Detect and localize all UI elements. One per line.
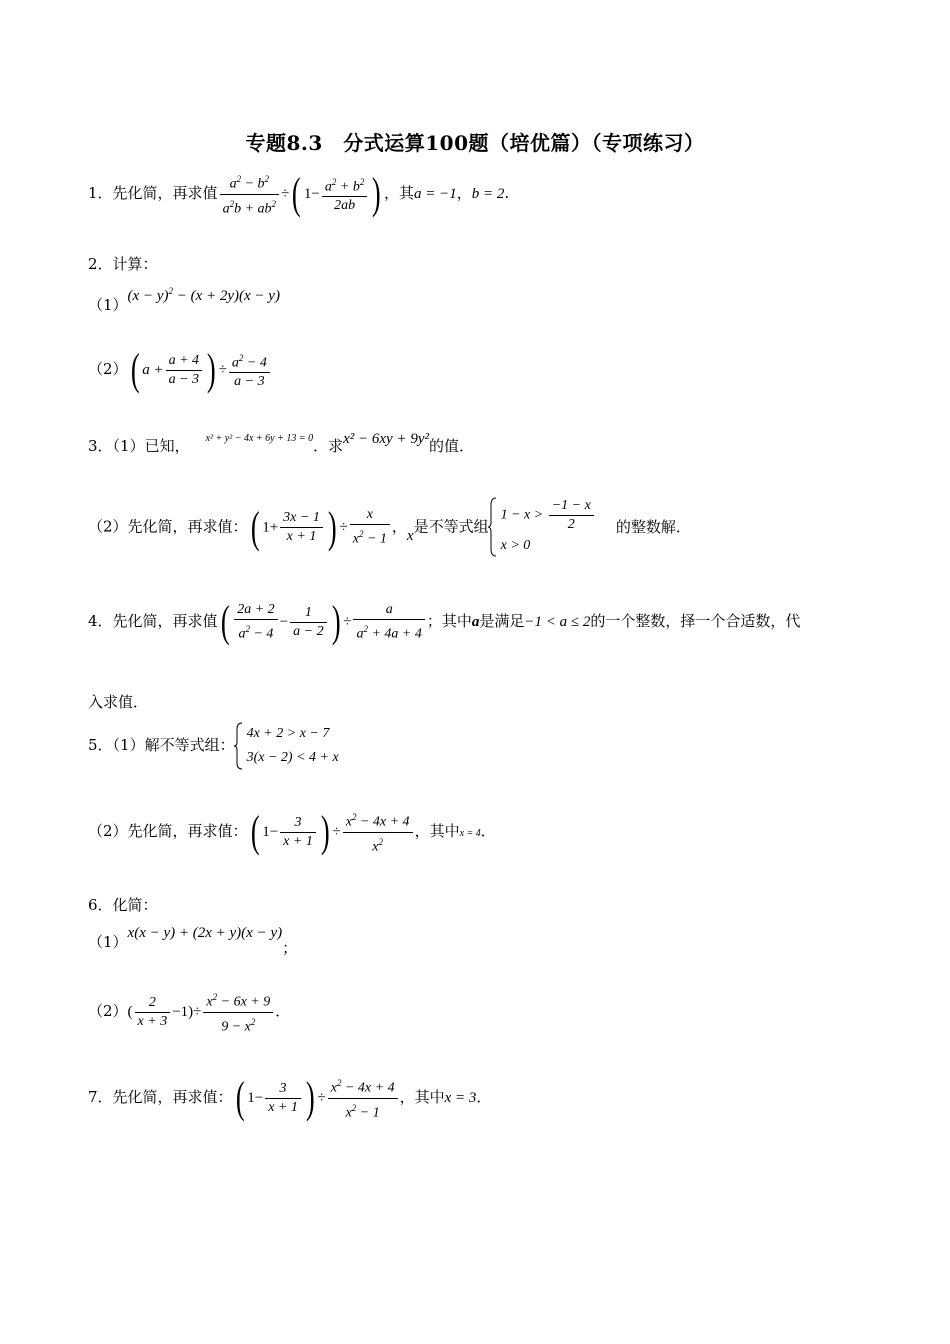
question-3-part-2: （2）先化简，再求值：( 1+ $\frac{3x - 1}{x + 1}$ ) ÷ $\frac{x}{x^2 - 1}$ ，x是不等式组 1 − x > $\frac{-1 - x}{2}$ x > 0 的整数解． [88,497,691,558]
equation: x² + y² − 4x + 6y + 13 = 0 [205,433,314,444]
question-number: 1． [88,184,113,203]
question-text: 先化简，再求值 [112,184,218,203]
part-label: （1） [88,296,128,314]
inequality: 4x + 2 > x − 7 [246,726,330,741]
text: ， [391,517,407,536]
condition: a = −1 [414,186,457,203]
text: . [504,184,510,203]
fraction: $\frac{a + 4}{a - 3}$ [166,352,202,389]
fraction: $\frac{3x - 1}{x + 1}$ [280,509,323,546]
fraction: $\frac{1}{a - 2}$ [290,604,326,641]
question-number: 7． [88,1088,113,1107]
expression: x² − 6xy + 9y² [343,431,429,447]
fraction: $\frac{2}{x + 3}$ [135,994,171,1031]
text: ，其中 [414,822,460,841]
part-label: （1） [88,933,128,951]
fraction: $\frac{3}{x + 1}$ [280,814,316,851]
inequality-system: 1 − x > $\frac{-1 - x}{2}$ x > 0 [489,497,596,558]
condition: x = 4 [459,828,481,840]
condition: x = 3 [444,1090,477,1107]
part-label: （2）先化简，再求值： [88,822,248,841]
question-2-part-1: $(1)(x - y)^2 - (x + 2y)(x - y)$ [88,286,280,314]
text: ． [275,1002,291,1021]
text: ，其 [383,184,414,203]
fraction: $\frac{a^2 + b^2}{2ab}$ [322,173,367,216]
variable: x [406,527,414,544]
text: ； [282,939,298,957]
question-number: 4． [88,612,113,630]
fraction: $\frac{a}{a^2 + 4a + 4}$ [353,601,424,644]
part-label: （1）解不等式组： [112,736,235,754]
question-2-part-2: （2）( a + $\frac{a + 4}{a - 3}$ ) ÷ $\frac{a^2 - 4}{a - 3}$ [88,348,272,392]
part-label: （2） [88,360,128,378]
question-7: 7．先化简，再求值：( 1− $\frac{3}{x + 1}$ ) ÷ $\frac{x^2 - 4x + 4}{x^2 - 1}$ ，其中x = 3． [88,1073,492,1123]
fraction: $\frac{a^2 - b^2}{a^2b + ab^2}$ [220,170,279,218]
text: ；其中 [426,612,472,630]
fraction: $\frac{x^2 - 4x + 4}{x^2 - 1}$ [328,1074,398,1122]
variable: a [471,614,480,630]
fraction: $\frac{3}{x + 1}$ [265,1080,301,1117]
question-6 [88,895,158,915]
part-label: （1）已知， [112,437,190,455]
text: 的整数解． [615,517,691,536]
text: 是满足 [479,612,525,630]
inequality: 3(x − 2) < 4 + x [246,750,339,765]
question-text: 先化简，再求值： [112,1088,233,1107]
inequality-system [235,722,339,770]
question-4-continued [88,692,148,712]
expression: x(x − y) + (2x + y)(x − y) [127,925,283,941]
question-5 [88,722,339,770]
condition: b = 2 [471,186,505,203]
text: 是不等式组 [413,517,489,536]
fraction: $\frac{x^2 - 6x + 9}{9 - x^2}$ [203,988,273,1036]
fraction: $\frac{a^2 - 4}{a - 3}$ [229,349,270,392]
question-text: 先化简，再求值 [112,612,218,630]
question-text: 计算： [112,255,158,273]
question-number: 3． [88,437,113,455]
text: ，其中 [399,1088,445,1107]
text: ． [480,822,496,841]
fraction: $\frac{2a + 2}{a^2 - 4}$ [234,601,277,644]
page-title: 专题8.3 分式运算100题（培优篇）（专项练习） [245,131,705,155]
fraction: $\frac{x^2 - 4x + 4}{x^2}$ [343,808,413,856]
question-3 [88,431,474,459]
part-label: （2）先化简，再求值： [88,517,248,536]
text: 的一个整数，择一个合适数，代 [590,612,801,630]
question-2 [88,254,158,274]
question-1: 1．先化简，再求值 $\frac{a^2 - b^2}{a^2b + ab^2}$ ÷( 1− $\frac{a^2 + b^2}{2ab}$ ) ，其a = −1，b = 2. [88,169,510,219]
question-text: 化简： [112,896,158,914]
question-6-part-1 [88,925,298,957]
text: 的值． [428,437,474,455]
text: ． [476,1088,492,1107]
text: ．求 [313,437,344,455]
fraction: $\frac{x}{x^2 - 1}$ [350,506,390,549]
part-label: （2） [88,1002,128,1021]
text: 入求值． [88,693,149,711]
condition: −1 < a ≤ 2 [524,614,591,630]
question-number: 6． [88,896,113,914]
question-5-part-2: （2）先化简，再求值：( 1− $\frac{3}{x + 1}$ ) ÷ $\frac{x^2 - 4x + 4}{x^2}$ ，其中x = 4． [88,807,496,857]
question-4: 4．先化简，再求值( $\frac{2a + 2}{a^2 - 4}$ − $\frac{1}{a - 2}$ ) ÷ $\frac{a}{a^2 + 4a + 4}$ ；其中a是满足−1 < a ≤ 2的一个整数，择一个合适数，代 [88,597,801,646]
question-number: 5． [88,736,113,754]
question-number: 2． [88,255,113,273]
question-6-part-2: （2）( $\frac{2}{x + 3}$ −1)÷ $\frac{x^2 - 6x + 9}{9 - x^2}$ ． [88,988,290,1036]
